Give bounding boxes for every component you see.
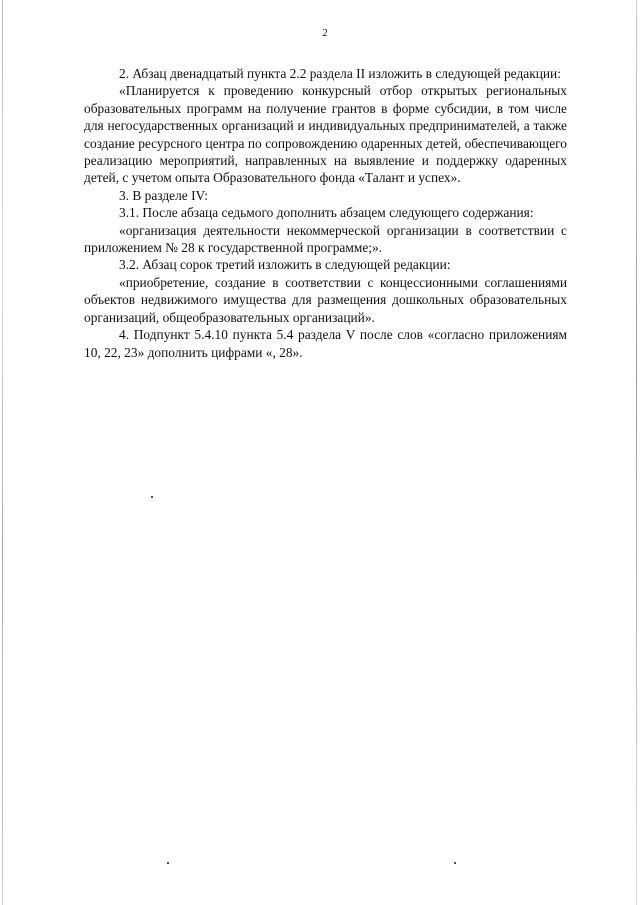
document-body: [84, 65, 567, 361]
paragraph-quote-planned-selection: «Планируется к проведению конкурсный отбор открытых региональных образовательных программ на получение грантов в форме субсидии, в том числе для негосударственных организаций и индивидуальных предпринимателей, а также создание ресурсного центра по сопровождению одаренных детей, обеспечивающего реализацию мероприятий, направленных на выявление и поддержку одаренных детей, с учетом опыта Образовательного фонда «Талант и успех».: [84, 83, 567, 186]
paragraph-3: 3. В разделе IV:: [119, 187, 208, 203]
scan-speck: [151, 496, 153, 498]
paragraph-4: 4. Подпункт 5.4.10 пункта 5.4 раздела V после слов «согласно приложениям 10, 22, 23» дополнить цифрами «, 28».: [84, 327, 567, 360]
scan-speck: [167, 862, 169, 864]
paragraph-3-1: 3.1. После абзаца седьмого дополнить абзацем следующего содержания:: [119, 205, 534, 221]
paragraph-3-2: 3.2. Абзац сорок третий изложить в следующей редакции:: [119, 257, 451, 273]
scan-speck: [454, 862, 456, 864]
paragraph-quote-nonprofit: «организация деятельности некоммерческой организации в соответствии с приложением № 28 к государственной программе;».: [84, 222, 567, 256]
scan-edge-left: [2, 0, 3, 905]
scan-edge-right: [636, 0, 637, 905]
page-number: 2: [322, 27, 328, 39]
paragraph-quote-acquisition: «приобретение, создание в соответствии с концессионными соглашениями объектов недвижимого имущества для размещения дошкольных образовательных организаций, общеобразовательных организаций».: [84, 274, 567, 325]
paragraph-2: 2. Абзац двенадцатый пункта 2.2 раздела II изложить в следующей редакции:: [119, 66, 561, 81]
